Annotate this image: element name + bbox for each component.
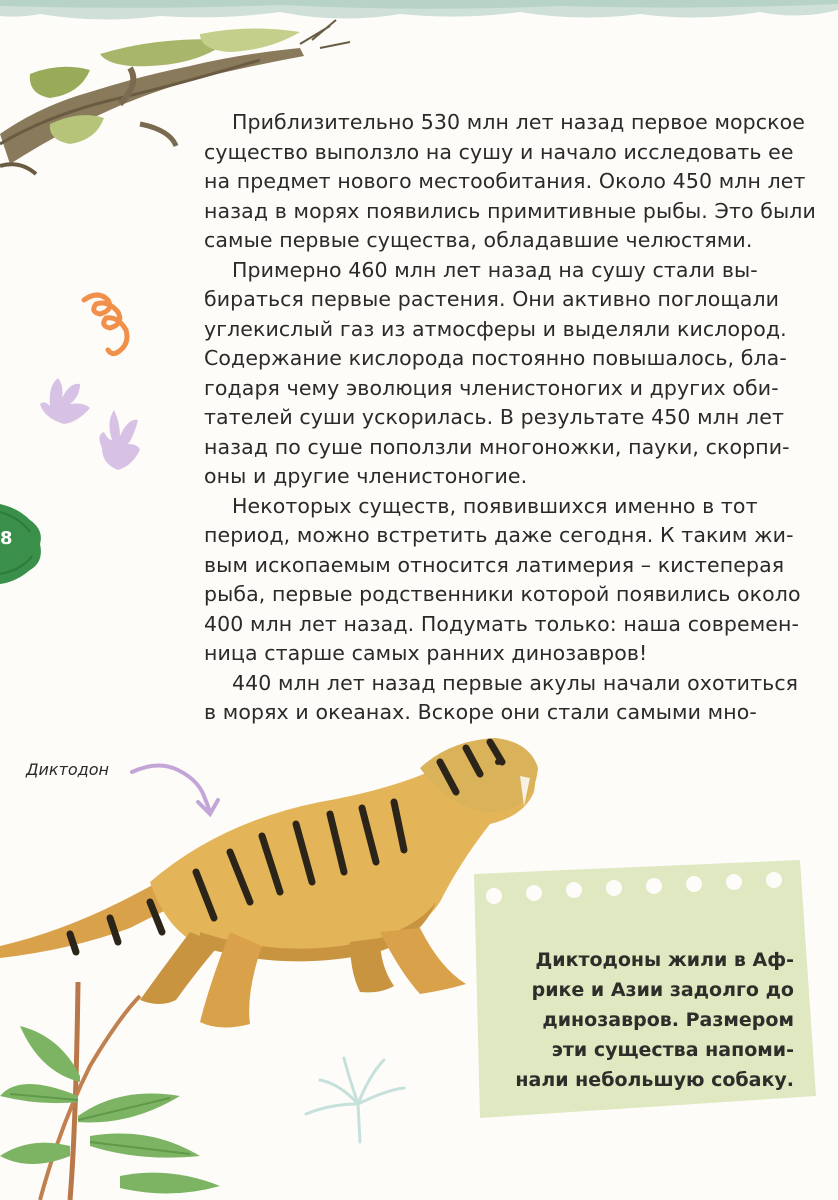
leaf-decoration [300, 1054, 410, 1144]
text-line: период, можно встретить даже сегодня. К таким жи- [204, 523, 794, 547]
illustration-label: Диктодон [26, 760, 109, 779]
text-line: бираться первые растения. Они активно поглощали [204, 287, 780, 311]
text-line: Некоторых существ, появившихся именно в тот [232, 493, 758, 518]
paragraph [204, 492, 808, 669]
article-body [204, 108, 816, 728]
text-line: годаря чему эволюция членистоногих и других оби- [204, 375, 779, 400]
paragraph [204, 108, 816, 256]
text-line: в морях и океанах. Вскоре они стали самыми мно- [204, 700, 757, 724]
text-line: 400 млн лет назад. Подумать только: наша современ- [204, 611, 799, 636]
note-line: нали небольшую собаку. [515, 1069, 794, 1091]
text-line: ница старше самых ранних динозавров! [204, 641, 648, 665]
note-line: эти существа напоми- [551, 1039, 794, 1061]
note-line: рике и Азии задолго до [531, 979, 794, 1001]
page-number: 8 [0, 528, 13, 549]
footprint-icon [34, 374, 94, 430]
text-line: назад по суше поползли многоножки, пауки, скорпи- [204, 434, 790, 459]
text-line: оны и другие членистоногие. [204, 464, 528, 488]
text-line: вым ископаемым относится латимерия – кистеперая [204, 552, 785, 577]
text-line: Содержание кислорода постоянно повышалось, бла- [204, 346, 787, 370]
text-line: тателей суши ускорилась. В результате 450 млн лет [204, 405, 785, 429]
text-line: Приблизительно 530 млн лет назад первое морское [232, 110, 805, 134]
paragraph [204, 256, 808, 492]
text-line: Примерно 460 млн лет назад на сушу стали вы- [232, 257, 758, 282]
text-line: рыба, первые родственники которой появились около [204, 582, 801, 606]
text-line: назад в морях появились примитивные рыбы. Это были [204, 198, 816, 223]
note-card-text [494, 945, 794, 1095]
text-line: 440 млн лет назад первые акулы начали охотиться [232, 670, 799, 695]
footprint-icon [92, 404, 144, 474]
paragraph [204, 669, 808, 728]
text-line: самые первые существа, обладавшие челюстями. [204, 228, 753, 252]
note-line: Диктодоны жили в Аф- [535, 949, 794, 971]
text-line: существо выползло на сушу и начало исследовать ее [204, 139, 794, 164]
spiral-decoration [78, 290, 138, 358]
note-line: динозавров. Размером [542, 1009, 794, 1031]
text-line: на предмет нового местообитания. Около 450 млн лет [204, 169, 806, 193]
text-line: углекислый газ из атмосферы и выделяли кислород. [204, 316, 787, 341]
palm-plant-illustration [0, 976, 240, 1200]
